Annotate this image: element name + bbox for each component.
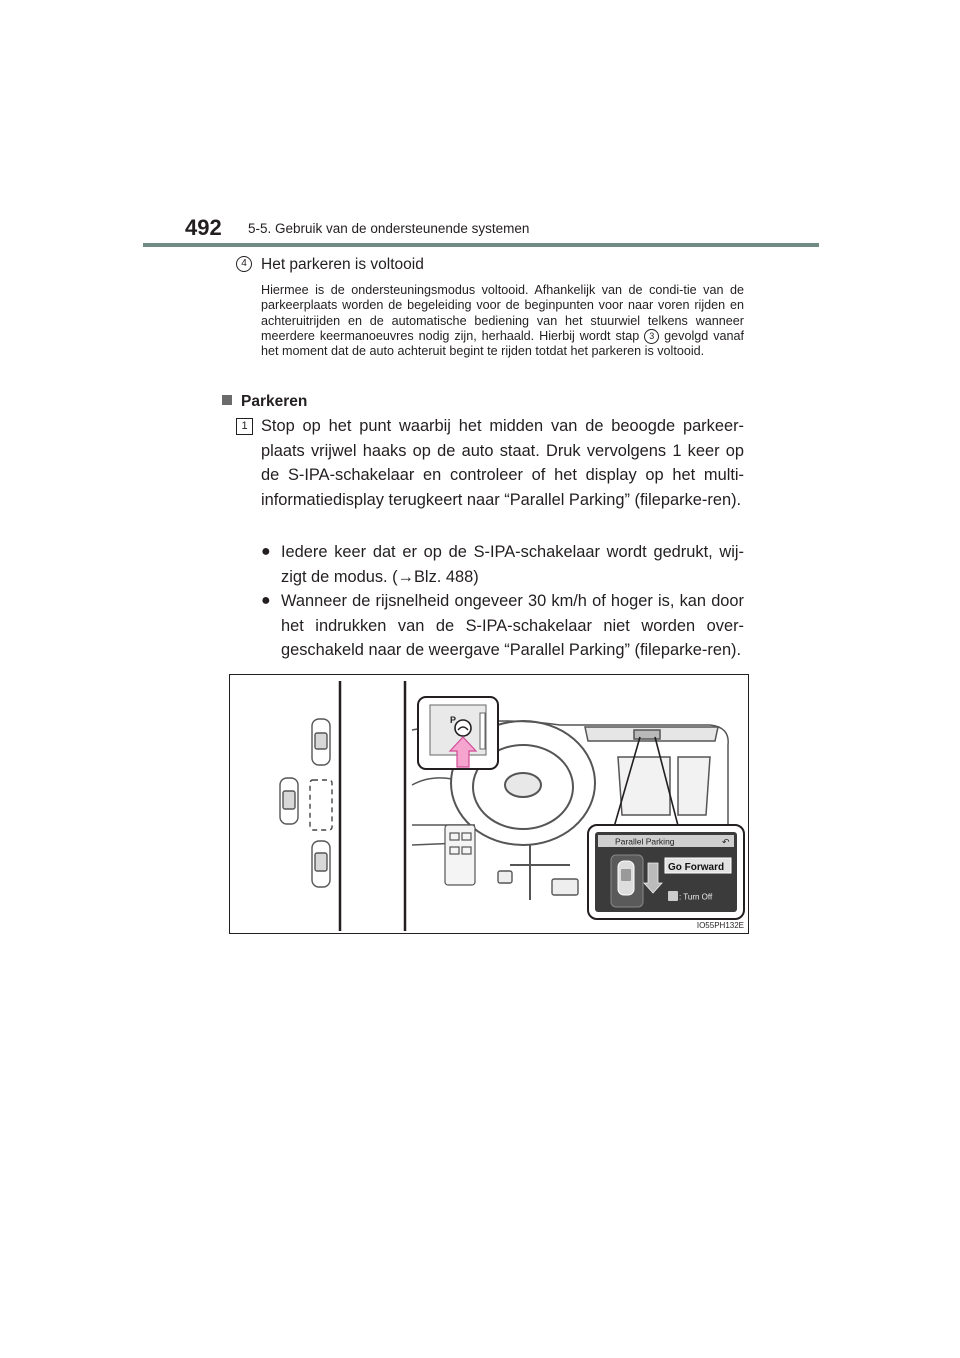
- step-4-desc-part1: Hiermee is de ondersteuningsmodus voltooid. Afhankelijk van de condi-tie van de parkeerplaats worden de begeleiding voor de beginpunten voor naar voren rijden en achteruitrijden en de automatische bediening van het stuurwiel telkens wanneer meerdere keermanoeuvres nodig zijn, herhaald. Hierbij wordt stap: [261, 283, 744, 343]
- parking-illustration: [229, 674, 749, 934]
- figure-code: IO55PH132E: [696, 921, 744, 930]
- bullet-dot-icon: ●: [261, 592, 271, 609]
- illustration-drawing: [230, 675, 748, 933]
- bullet-2-text: Wanneer de rijsnelheid ongeveer 30 km/h of hoger is, kan door het indrukken van de S-IPA-schakelaar niet worden over-geschakeld naar de weergave “Parallel Parking” (fileparke-ren).: [281, 592, 744, 659]
- bullet-item-1: [261, 540, 744, 589]
- step-4-number: 4: [236, 256, 252, 272]
- own-car-icon: [280, 778, 298, 824]
- switch-letter: P: [450, 715, 457, 725]
- multi-information-display-inset: [588, 825, 744, 919]
- header-divider: [143, 243, 819, 247]
- step-4-description: [261, 283, 744, 359]
- switch-panel: [445, 825, 475, 885]
- s-ipa-switch-inset: [418, 697, 498, 769]
- bullet-1-text: Iedere keer dat er op de S-IPA-schakelaar wordt gedrukt, wij-zigt de modus. (→Blz. 488): [281, 543, 744, 586]
- bullet-item-2: [261, 589, 744, 663]
- target-parking-space: [310, 780, 332, 830]
- bullet-dot-icon: ●: [261, 543, 271, 560]
- step-1-text: Stop op het punt waarbij het midden van de beoogde parkeer-plaats vrijwel haaks op de auto staat. Druk vervolgens 1 keer op de S-IPA-schakelaar en controleer of het display op het multi-informatiedisplay terugkeert naar “Parallel Parking” (fileparke-ren).: [261, 417, 744, 509]
- step-4-desc-part2: gevolgd vanaf het moment dat de auto achteruit begint te rijden totdat het parkeren is voltooid.: [261, 328, 744, 359]
- step-4-title: Het parkeren is voltooid: [261, 256, 424, 273]
- page-number: 492: [185, 215, 222, 240]
- pedal-icon: [498, 871, 578, 895]
- heading-square-icon: [222, 395, 232, 405]
- parked-car-icon: [312, 841, 330, 887]
- step-3-reference: 3: [644, 329, 659, 344]
- back-icon: ↶: [722, 837, 730, 847]
- step-4-marker: [236, 256, 251, 271]
- turn-off-label: : Turn Off: [679, 892, 713, 902]
- step-1-marker: 1: [236, 418, 253, 435]
- parkeren-heading: [222, 393, 307, 411]
- go-forward-label: Go Forward: [668, 862, 725, 873]
- section-title: 5-5. Gebruik van de ondersteunende systemen: [248, 221, 530, 236]
- parkeren-heading-text: Parkeren: [241, 393, 308, 410]
- parked-car-icon: [312, 719, 330, 765]
- screen-title: Parallel Parking: [615, 836, 675, 847]
